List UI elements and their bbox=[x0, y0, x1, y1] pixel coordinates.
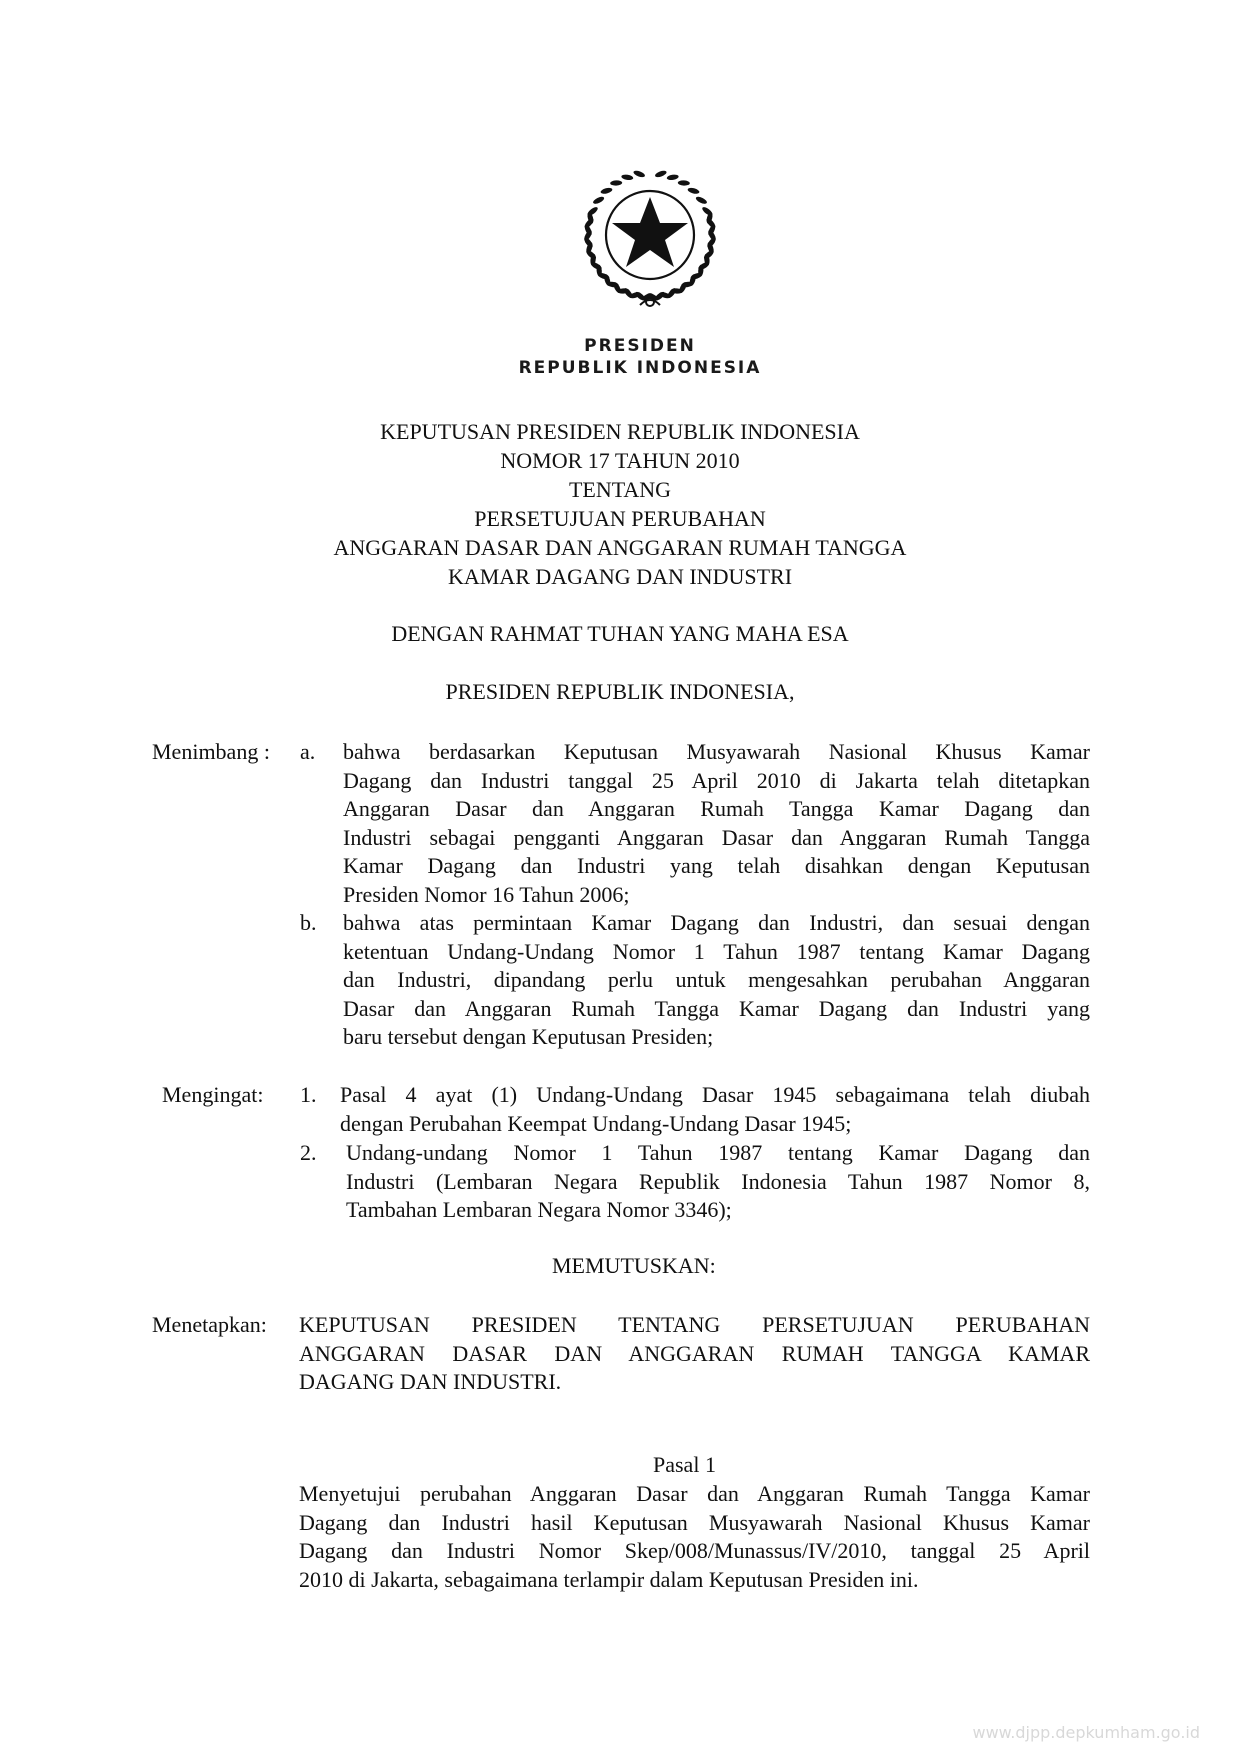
menimbang-item-a bbox=[343, 738, 1090, 909]
decree-title: KEPUTUSAN PRESIDEN REPUBLIK INDONESIA bbox=[380, 419, 860, 444]
text-line: baru tersebut dengan Keputusan Presiden; bbox=[343, 1024, 714, 1049]
menimbang-item-b bbox=[343, 909, 1090, 1052]
text-line: Menyetujui perubahan Anggaran Dasar dan Anggaran Rumah Tangga Kamar bbox=[299, 1481, 1090, 1506]
menetapkan-text bbox=[299, 1311, 1090, 1397]
text-line: 2010 di Jakarta, sebagaimana terlampir dalam Keputusan Presiden ini. bbox=[299, 1566, 919, 1592]
menetapkan-label: Menetapkan: bbox=[152, 1312, 267, 1337]
mengingat-label: Mengingat: bbox=[162, 1082, 264, 1107]
decree-number: NOMOR 17 TAHUN 2010 bbox=[500, 448, 740, 473]
text-line: dengan Perubahan Keempat Undang-Undang Dasar 1945; bbox=[340, 1110, 852, 1136]
text-line: bahwa atas permintaan Kamar Dagang dan Industri, dan sesuai dengan bbox=[343, 910, 1090, 935]
pasal-1-text bbox=[299, 1480, 1090, 1594]
text-line: DAGANG DAN INDUSTRI. bbox=[299, 1369, 562, 1394]
wreath-leaf bbox=[654, 169, 667, 178]
wreath-leaf bbox=[600, 187, 613, 195]
menimbang-item-a-marker: a. bbox=[300, 739, 316, 764]
decree-subject-line1: PERSETUJUAN PERUBAHAN bbox=[474, 506, 766, 531]
text-line: KEPUTUSAN PRESIDEN TENTANG PERSETUJUAN PERUBAHAN bbox=[299, 1312, 1090, 1337]
text-line: Undang-undang Nomor 1 Tahun 1987 tentang Kamar Dagang dan bbox=[346, 1140, 1090, 1165]
wreath-leaf bbox=[678, 180, 690, 186]
mengingat-item-1-marker: 1. bbox=[300, 1082, 317, 1107]
text-line: dan Industri, dipandang perlu untuk mengesahkan perubahan Anggaran bbox=[343, 967, 1090, 992]
menimbang-label: Menimbang : bbox=[152, 739, 270, 764]
president-line: PRESIDEN REPUBLIK INDONESIA, bbox=[445, 679, 795, 704]
text-line: Kamar Dagang dan Industri yang telah disahkan dengan Keputusan bbox=[343, 853, 1090, 878]
wreath-leaf bbox=[687, 187, 700, 195]
text-line: Dasar dan Anggaran Rumah Tangga Kamar Dagang dan Industri yang bbox=[343, 995, 1090, 1021]
mengingat-item-2-marker: 2. bbox=[300, 1140, 317, 1165]
wreath-leaf bbox=[610, 180, 622, 186]
text-line: bahwa berdasarkan Keputusan Musyawarah Nasional Khusus Kamar bbox=[343, 739, 1090, 764]
text-line: Dagang dan Industri hasil Keputusan Musyawarah Nasional Khusus Kamar bbox=[299, 1509, 1090, 1535]
text-line: Tambahan Lembaran Negara Nomor 3346); bbox=[346, 1197, 732, 1222]
watermark: www.djpp.depkumham.go.id bbox=[972, 1723, 1200, 1742]
memutuskan-heading: MEMUTUSKAN: bbox=[552, 1253, 716, 1278]
text-line: Pasal 4 ayat (1) Undang-Undang Dasar 1945 sebagaimana telah diubah bbox=[340, 1082, 1090, 1107]
decree-subject-line2: ANGGARAN DASAR DAN ANGGARAN RUMAH TANGGA bbox=[333, 535, 907, 560]
wreath-leaf bbox=[633, 169, 646, 178]
decree-subject-line3: KAMAR DAGANG DAN INDUSTRI bbox=[447, 564, 793, 589]
text-line: Anggaran Dasar dan Anggaran Rumah Tangga Kamar Dagang dan bbox=[343, 796, 1090, 821]
decree-tentang: TENTANG bbox=[568, 477, 672, 502]
text-line: Dagang dan Industri tanggal 25 April 2010 di Jakarta telah ditetapkan bbox=[343, 767, 1090, 793]
seal-title-line2: REPUBLIK INDONESIA bbox=[518, 358, 762, 378]
text-line: ketentuan Undang-Undang Nomor 1 Tahun 1987 tentang Kamar Dagang bbox=[343, 938, 1090, 964]
text-line: Industri (Lembaran Negara Republik Indonesia Tahun 1987 Nomor 8, bbox=[346, 1168, 1090, 1194]
wreath-leaf bbox=[592, 195, 605, 205]
text-line: Dagang dan Industri Nomor Skep/008/Munassus/IV/2010, tanggal 25 April bbox=[299, 1538, 1090, 1563]
mengingat-item-1 bbox=[340, 1081, 1090, 1138]
seal-title-line1: PRESIDEN bbox=[584, 336, 696, 356]
wreath-leaf bbox=[666, 174, 679, 181]
menimbang-item-b-marker: b. bbox=[300, 910, 317, 935]
wreath-leaf bbox=[621, 174, 634, 181]
pasal-1-heading: Pasal 1 bbox=[653, 1452, 716, 1477]
presidential-seal-icon bbox=[565, 155, 735, 325]
blessing-line: DENGAN RAHMAT TUHAN YANG MAHA ESA bbox=[391, 621, 849, 646]
text-line: Industri sebagai pengganti Anggaran Dasar dan Anggaran Rumah Tangga bbox=[343, 824, 1090, 850]
mengingat-item-2 bbox=[346, 1139, 1090, 1225]
text-line: ANGGARAN DASAR DAN ANGGARAN RUMAH TANGGA KAMAR bbox=[299, 1340, 1090, 1366]
wreath-leaf bbox=[695, 195, 708, 205]
text-line: Presiden Nomor 16 Tahun 2006; bbox=[343, 881, 630, 907]
